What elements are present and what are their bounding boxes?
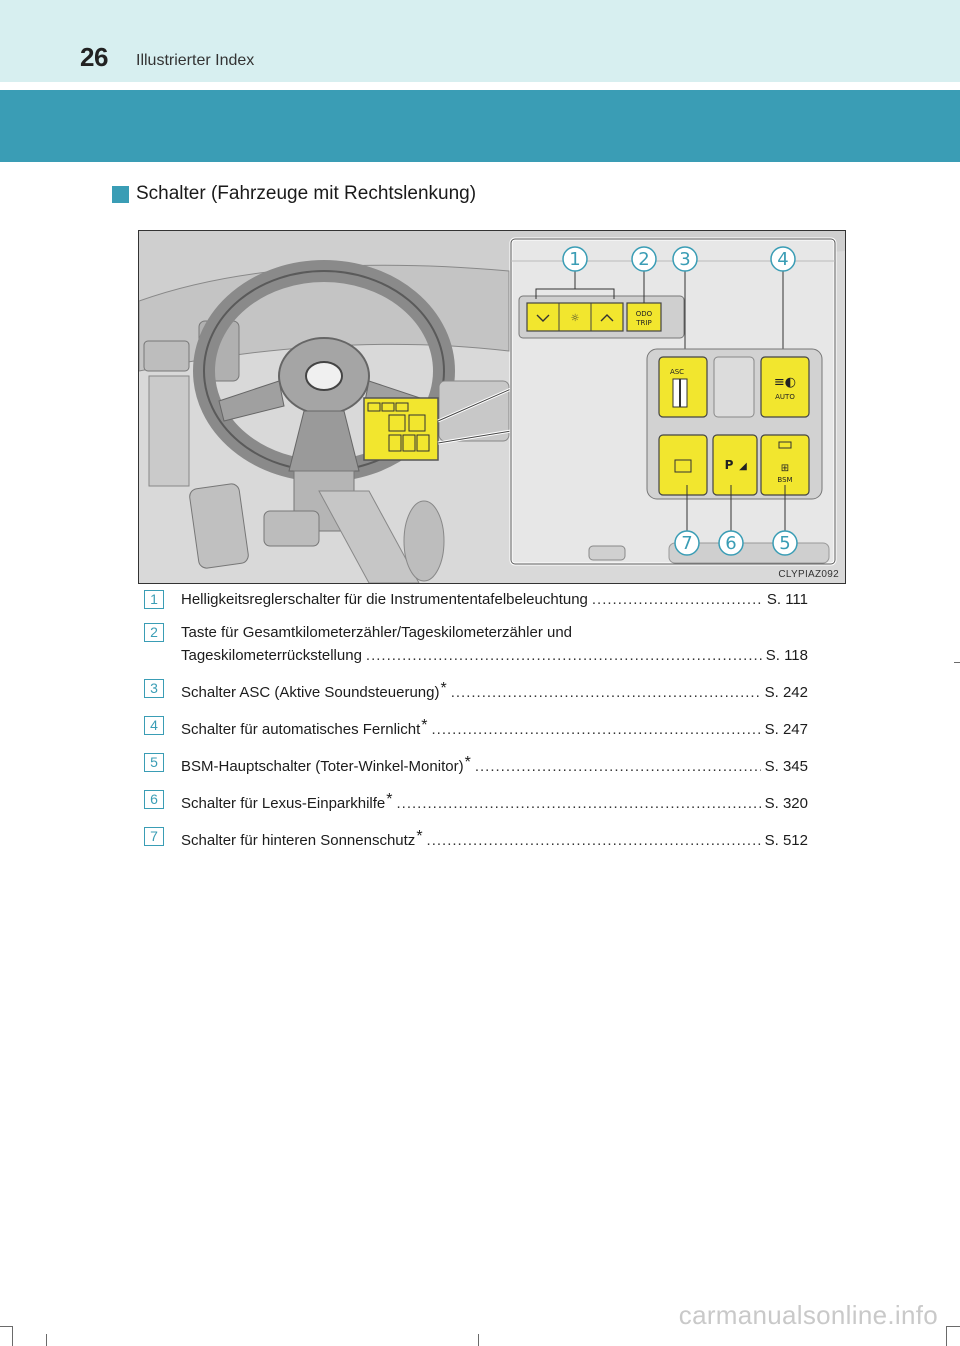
item-text: Taste für Gesamtkilometerzähler/Tageskilometerzähler und [181,624,573,641]
switches-illustration [138,230,846,584]
crop-mark [947,1326,960,1327]
svg-text:4: 4 [777,249,789,270]
figure-code: CLYPIAZ092 [778,569,839,580]
item-page-link[interactable]: S. 111 [766,591,808,608]
page-title: Illustrierter Index [136,52,255,69]
item-number: 6 [144,790,164,809]
svg-text:⊞: ⊞ [780,463,790,474]
svg-text:3: 3 [679,249,691,270]
crop-mark [0,1326,12,1327]
optional-star-icon: * [386,791,393,808]
section-heading [112,183,476,205]
item-text: BSM-Hauptschalter (Toter-Winkel-Monitor) [181,758,464,775]
svg-text:5: 5 [779,533,791,554]
item-page-link[interactable]: S. 247 [764,721,808,738]
item-number: 3 [144,679,164,698]
item-text: Schalter ASC (Aktive Soundsteuerung) [181,684,440,701]
switch-inset-panel [511,239,835,564]
item-page-link[interactable]: S. 118 [765,647,808,664]
item-page-link[interactable]: S. 320 [764,795,808,812]
svg-text:P: P [724,458,734,472]
svg-text:◢: ◢ [739,461,747,472]
item-text: Schalter für hinteren Sonnenschutz [181,832,416,849]
item-number: 1 [144,590,164,609]
dashboard-drawing [139,231,845,583]
optional-star-icon: * [464,754,471,771]
watermark: carmanualsonline.info [678,1300,938,1330]
page-number: 26 [80,42,108,72]
list-item [144,677,808,704]
svg-text:BSM: BSM [777,476,793,484]
svg-text:ASC: ASC [669,368,685,376]
crop-mark [12,1326,13,1346]
optional-star-icon: * [416,828,423,845]
list-item [144,714,808,741]
svg-text:2: 2 [638,249,650,270]
item-number: 4 [144,716,164,735]
crop-mark [46,1334,47,1346]
item-number: 5 [144,753,164,772]
section-square-icon [112,186,129,203]
item-number: 7 [144,827,164,846]
list-item [144,588,808,611]
item-text-continued: Tageskilometerrückstellung [181,647,362,664]
header-band [0,90,960,162]
item-number: 2 [144,623,164,642]
svg-text:1: 1 [569,249,581,270]
header-bar [0,0,960,82]
svg-text:6: 6 [725,533,737,554]
svg-text:TRIP: TRIP [636,319,652,327]
item-text: Schalter für Lexus-Einparkhilfe [181,795,386,812]
svg-text:☼: ☼ [570,313,580,324]
item-page-link[interactable]: S. 242 [764,684,808,701]
svg-text:≡◐: ≡◐ [773,375,797,390]
item-list [144,588,808,862]
svg-text:ODO: ODO [635,310,653,318]
crop-mark [954,662,960,663]
list-item [144,825,808,852]
item-text: Helligkeitsreglerschalter für die Instrumententafelbeleuchtung [181,591,588,608]
svg-text:AUTO: AUTO [775,393,795,401]
list-item [144,751,808,778]
optional-star-icon: * [440,680,447,697]
item-page-link[interactable]: S. 345 [764,758,808,775]
section-title: Schalter (Fahrzeuge mit Rechtslenkung) [136,183,477,204]
list-item [144,621,808,667]
crop-mark [946,1326,947,1346]
svg-text:7: 7 [681,533,693,554]
crop-mark [478,1334,479,1346]
optional-star-icon: * [421,717,428,734]
item-page-link[interactable]: S. 512 [764,832,808,849]
list-item [144,788,808,815]
item-text: Schalter für automatisches Fernlicht [181,721,421,738]
